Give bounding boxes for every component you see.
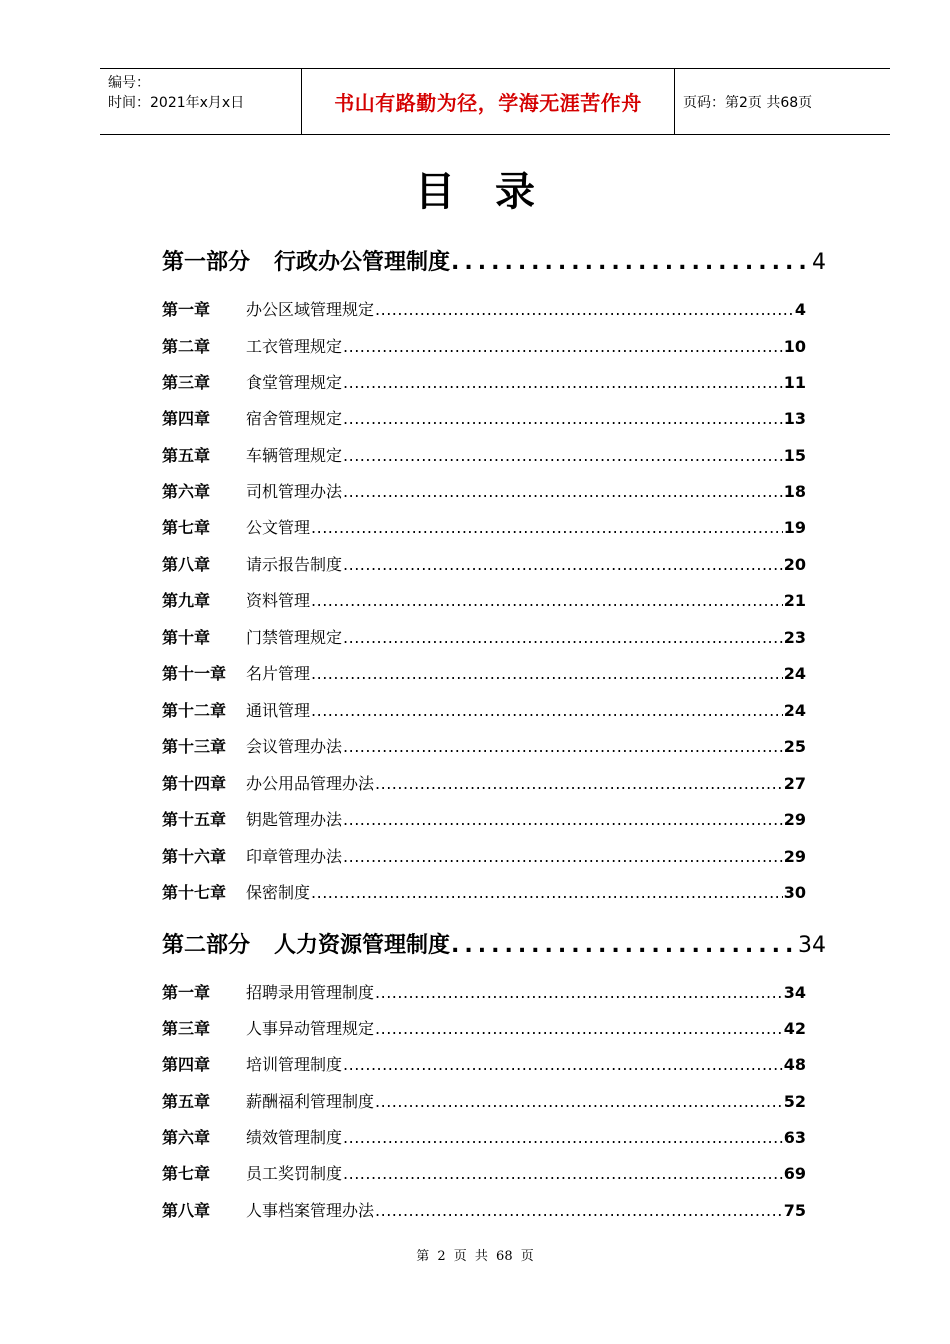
toc-chapter-title: 绩效管理制度 xyxy=(246,1128,343,1147)
toc-chapter-title: 办公区域管理规定 xyxy=(246,300,375,319)
toc-chapter-page: 11 xyxy=(783,373,806,392)
toc-chapter-page: 27 xyxy=(783,774,806,793)
toc-chapter-number: 第三章 xyxy=(162,373,211,392)
toc-chapter-number: 第七章 xyxy=(162,518,211,537)
toc-chapter-page: 30 xyxy=(783,883,806,902)
toc-leader-dots xyxy=(343,737,783,756)
page-title: 目录 xyxy=(415,168,575,215)
toc-leader-dots xyxy=(311,664,783,683)
toc-chapter-page: 24 xyxy=(783,664,806,683)
toc-leader-dots xyxy=(451,933,797,958)
toc-chapter-row[interactable] xyxy=(162,552,806,575)
toc-chapter-row[interactable] xyxy=(162,334,806,357)
toc-chapter-title: 食堂管理规定 xyxy=(246,373,343,392)
toc-chapter-number: 第十四章 xyxy=(162,774,227,793)
toc-chapter-page: 24 xyxy=(783,701,806,720)
toc-chapter-row[interactable] xyxy=(162,370,806,393)
toc-chapter-page: 63 xyxy=(783,1128,806,1147)
toc-part-number: 第一部分 xyxy=(162,250,251,275)
toc-chapter-number: 第七章 xyxy=(162,1164,211,1183)
toc-chapter-row[interactable] xyxy=(162,1016,806,1039)
toc-chapter-number: 第十六章 xyxy=(162,847,227,866)
toc-chapter-title: 门禁管理规定 xyxy=(246,628,343,647)
toc-chapter-title: 员工奖罚制度 xyxy=(246,1164,343,1183)
toc-chapter-row[interactable] xyxy=(162,880,806,903)
toc-chapter-number: 第二章 xyxy=(162,337,211,356)
toc-chapter-number: 第六章 xyxy=(162,482,211,501)
toc-chapter-title: 司机管理办法 xyxy=(246,482,343,501)
toc-chapter-number: 第十五章 xyxy=(162,810,227,829)
toc-chapter-title: 薪酬福利管理制度 xyxy=(246,1092,375,1111)
toc-chapter-row[interactable] xyxy=(162,1125,806,1148)
toc-leader-dots xyxy=(343,810,783,829)
toc-chapter-page: 23 xyxy=(783,628,806,647)
toc-chapter-page: 75 xyxy=(783,1201,806,1220)
toc-leader-dots xyxy=(311,883,783,902)
toc-chapter-number: 第九章 xyxy=(162,591,211,610)
toc-chapter-row[interactable] xyxy=(162,661,806,684)
toc-chapter-number: 第五章 xyxy=(162,1092,211,1111)
toc-chapter-number: 第八章 xyxy=(162,1201,211,1220)
toc-leader-dots xyxy=(375,1092,783,1111)
toc-chapter-title: 宿舍管理规定 xyxy=(246,409,343,428)
header-meta xyxy=(100,69,301,134)
toc-part-page: 4 xyxy=(812,250,826,275)
toc-leader-dots xyxy=(343,409,783,428)
toc-leader-dots xyxy=(375,1201,783,1220)
toc-chapter-title: 办公用品管理办法 xyxy=(246,774,375,793)
toc-part-2[interactable] xyxy=(162,928,826,959)
toc-part-title: 人力资源管理制度 xyxy=(274,933,451,958)
toc-leader-dots xyxy=(343,1128,783,1147)
toc-chapter-row[interactable] xyxy=(162,844,806,867)
toc-leader-dots xyxy=(343,337,783,356)
toc-chapter-page: 21 xyxy=(783,591,806,610)
toc-leader-dots xyxy=(343,1055,783,1074)
header-page-info: 页码：第2页 共68页 xyxy=(683,94,813,111)
toc-leader-dots xyxy=(311,701,783,720)
toc-leader-dots xyxy=(343,847,783,866)
toc-part-page: 34 xyxy=(798,933,826,958)
toc-leader-dots xyxy=(343,482,783,501)
toc-chapter-title: 公文管理 xyxy=(246,518,311,537)
toc-chapter-title: 资料管理 xyxy=(246,591,311,610)
time-label: 时间：2021年x月x日 xyxy=(108,95,245,111)
toc-chapter-page: 4 xyxy=(794,300,806,319)
toc-leader-dots xyxy=(343,628,783,647)
toc-chapter-row[interactable] xyxy=(162,297,806,320)
toc-leader-dots xyxy=(343,373,783,392)
toc-chapter-row[interactable] xyxy=(162,771,806,794)
toc-chapter-number: 第四章 xyxy=(162,1055,211,1074)
toc-part-number: 第二部分 xyxy=(162,933,251,958)
toc-chapter-page: 15 xyxy=(783,446,806,465)
toc-leader-dots xyxy=(343,446,783,465)
page-header xyxy=(100,68,890,135)
toc-chapter-number: 第八章 xyxy=(162,555,211,574)
toc-leader-dots xyxy=(375,983,783,1002)
toc-chapter-title: 钥匙管理办法 xyxy=(246,810,343,829)
toc-chapter-number: 第六章 xyxy=(162,1128,211,1147)
toc-chapter-title: 会议管理办法 xyxy=(246,737,343,756)
toc-chapter-page: 25 xyxy=(783,737,806,756)
toc-chapter-row[interactable] xyxy=(162,406,806,429)
toc-chapter-page: 52 xyxy=(783,1092,806,1111)
toc-chapter-row[interactable] xyxy=(162,588,806,611)
toc-chapter-number: 第五章 xyxy=(162,446,211,465)
toc-part-title: 行政办公管理制度 xyxy=(274,250,451,275)
toc-chapter-row[interactable] xyxy=(162,1161,806,1184)
toc-chapter-page: 10 xyxy=(783,337,806,356)
toc-chapter-title: 招聘录用管理制度 xyxy=(246,983,375,1002)
toc-chapter-page: 19 xyxy=(783,518,806,537)
toc-leader-dots xyxy=(375,1019,783,1038)
toc-chapter-row[interactable] xyxy=(162,479,806,502)
toc-chapter-number: 第三章 xyxy=(162,1019,211,1038)
toc-leader-dots xyxy=(311,518,783,537)
toc-leader-dots xyxy=(375,774,783,793)
toc-leader-dots xyxy=(343,555,783,574)
toc-chapter-row[interactable] xyxy=(162,443,806,466)
toc-chapter-row[interactable] xyxy=(162,807,806,830)
page-footer: 第 2 页 共 68 页 xyxy=(416,1249,534,1264)
toc-chapter-row[interactable] xyxy=(162,734,806,757)
toc-chapter-number: 第一章 xyxy=(162,983,211,1002)
toc-chapter-row[interactable] xyxy=(162,1198,806,1221)
toc-part-1[interactable] xyxy=(162,245,826,276)
toc-chapter-title: 请示报告制度 xyxy=(246,555,343,574)
toc-chapter-title: 保密制度 xyxy=(246,883,311,902)
toc-chapter-row[interactable] xyxy=(162,698,806,721)
header-motto: 书山有路勤为径，学海无涯苦作舟 xyxy=(301,69,675,134)
toc-leader-dots xyxy=(311,591,783,610)
toc-chapter-page: 69 xyxy=(783,1164,806,1183)
toc-chapter-number: 第十三章 xyxy=(162,737,227,756)
toc-chapter-page: 18 xyxy=(783,482,806,501)
toc-chapter-number: 第十一章 xyxy=(162,664,227,683)
toc-chapter-page: 13 xyxy=(783,409,806,428)
toc-chapter-page: 42 xyxy=(783,1019,806,1038)
toc-chapter-page: 20 xyxy=(783,555,806,574)
toc-chapter-title: 培训管理制度 xyxy=(246,1055,343,1074)
toc-chapter-number: 第十二章 xyxy=(162,701,227,720)
toc-chapter-number: 第十章 xyxy=(162,628,211,647)
toc-leader-dots xyxy=(343,1164,783,1183)
code-label: 编号： xyxy=(108,75,150,91)
toc-chapter-row[interactable] xyxy=(162,980,806,1003)
toc-chapter-row[interactable] xyxy=(162,625,806,648)
toc-chapter-page: 48 xyxy=(783,1055,806,1074)
toc-chapter-page: 34 xyxy=(783,983,806,1002)
toc-chapter-page: 29 xyxy=(783,847,806,866)
toc-chapter-title: 通讯管理 xyxy=(246,701,311,720)
toc-chapter-title: 人事档案管理办法 xyxy=(246,1201,375,1220)
toc-chapter-page: 29 xyxy=(783,810,806,829)
toc-chapter-number: 第十七章 xyxy=(162,883,227,902)
toc-chapter-title: 人事异动管理规定 xyxy=(246,1019,375,1038)
toc-chapter-number: 第四章 xyxy=(162,409,211,428)
toc-chapter-title: 名片管理 xyxy=(246,664,311,683)
toc-chapter-row[interactable] xyxy=(162,1052,806,1075)
toc-chapter-row[interactable] xyxy=(162,1089,806,1112)
toc-leader-dots xyxy=(375,300,794,319)
toc-chapter-title: 工衣管理规定 xyxy=(246,337,343,356)
toc-leader-dots xyxy=(451,250,811,275)
toc-chapter-row[interactable] xyxy=(162,515,806,538)
toc-chapter-title: 车辆管理规定 xyxy=(246,446,343,465)
toc-chapter-title: 印章管理办法 xyxy=(246,847,343,866)
toc-chapter-number: 第一章 xyxy=(162,300,211,319)
